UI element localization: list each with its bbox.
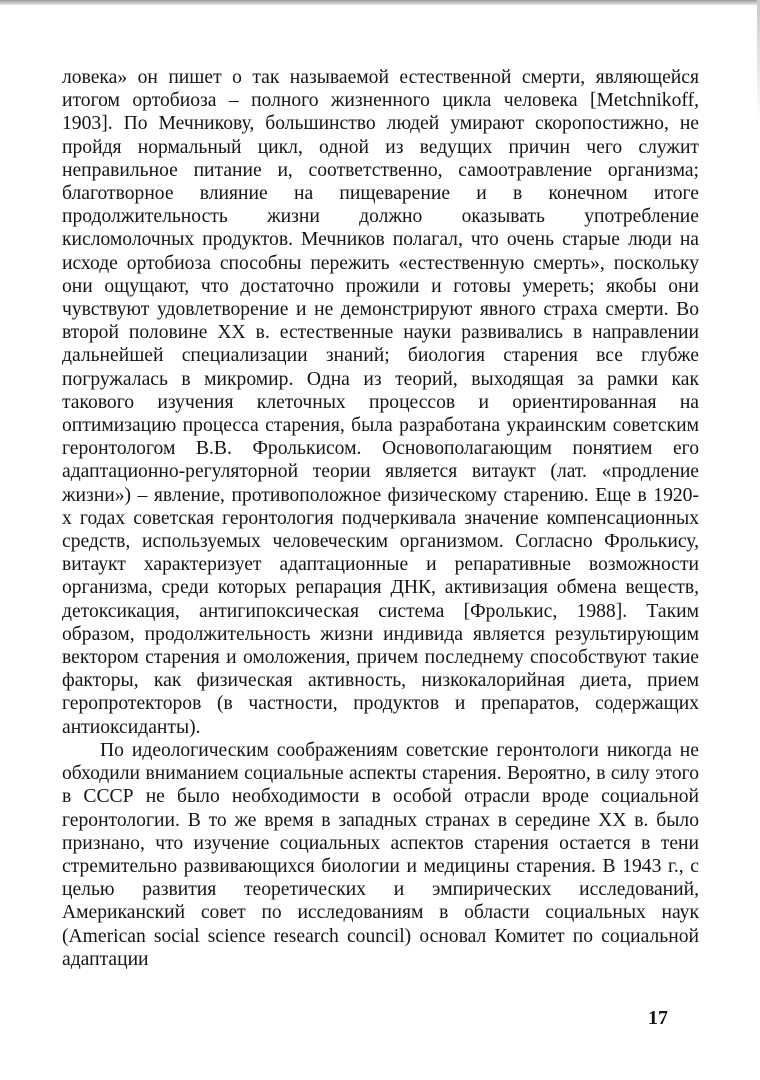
page-number: 17 (648, 1007, 668, 1029)
paragraph: По идеологическим соображениям советские геронтологи никогда не обходили вниманием социальные аспекты старения. Вероятно, в силу этого в СССР не было необходимости в особой отрасли вроде социальной геронтологии. В то же время в западных странах в середине XX в. было признано, что изучение социальных аспектов старения остается в тени стремительно развивающихся биологии и медицины старения. В 1943 г., с целью развития теоретических и эмпирических исследований, Американский совет по исследованиям в области социальных наук (American social science research council) основал Комитет по социальной адаптации (62, 739, 699, 970)
body-text (62, 66, 699, 971)
scan-edge-top (0, 0, 760, 5)
paragraph-continuation: ловека» он пишет о так называемой естественной смерти, являющейся итогом ортобиоза – полного жизненного цикла человека [Metchnikoff, 1903]. По Мечникову, большинство людей умирают скоропостижно, не пройдя нормальный цикл, одной из ведущих причин чего служит неправильное питание и, соответственно, самоотравление организма; благотворное влияние на пищеварение и в конечном итоге продолжительность жизни должно оказывать употребление кисломолочных продуктов. Мечников полагал, что очень старые люди на исходе ортобиоза способны пережить «естественную смерть», поскольку они ощущают, что достаточно прожили и готовы умереть; якобы они чувствуют удовлетворение и не демонстрируют явного страха смерти. Во второй половине XX в. естественные науки развивались в направлении дальнейшей специализации знаний; биология старения все глубже погружалась в микромир. Одна из теорий, выходящая за рамки как такового изучения клеточных процессов и ориентированная на оптимизацию процесса старения, была разработана украинским советским геронтологом В.В. Фролькисом. Основополагающим понятием его адаптационно-регуляторной теории является витаукт (лат. «продление жизни») – явление, противоположное физическому старению. Еще в 1920-х годах советская геронтология подчеркивала значение компенсационных средств, используемых человеческим организмом. Согласно Фролькису, витаукт характеризует адаптационные и репаративные возможности организма, среди которых репарация ДНК, активизация обмена веществ, детоксикация, антигипоксическая система [Фролькис, 1988]. Таким образом, продолжительность жизни индивида является результирующим вектором старения и омоложения, причем последнему способствуют такие факторы, как физическая активность, низкокалорийная диета, прием геропротекторов (в частности, продуктов и препаратов, содержащих антиоксиданты). (62, 67, 699, 738)
